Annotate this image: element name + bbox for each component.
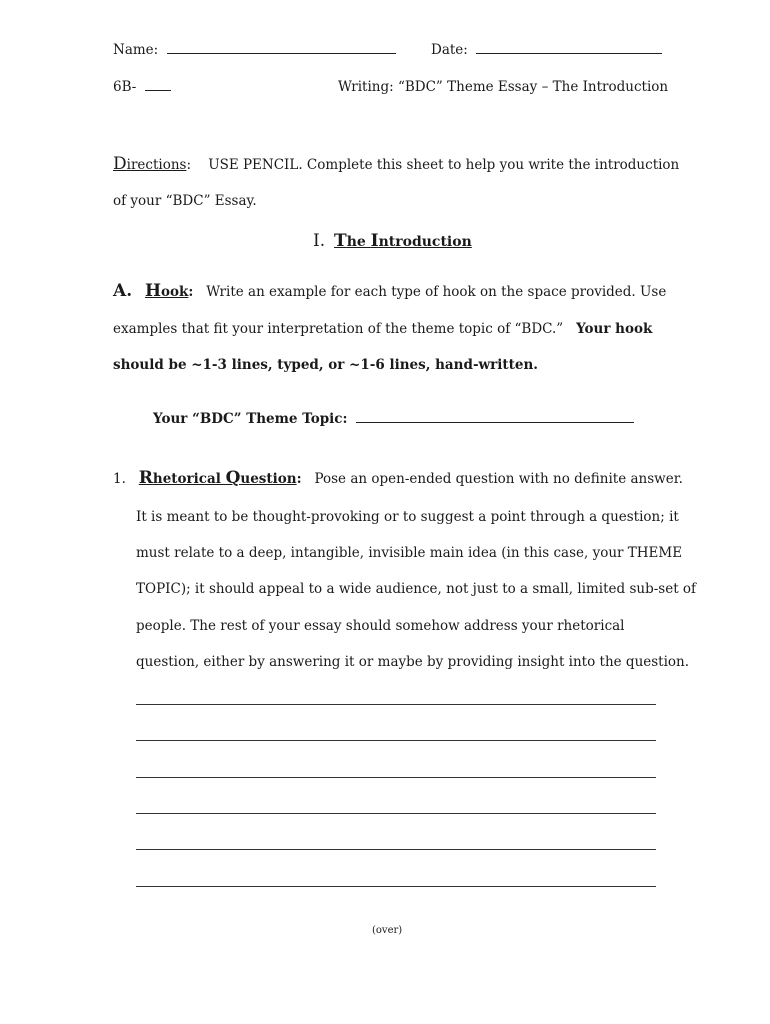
directions-line-1: Directions: USE PENCIL. Complete this sheet to help you write the introduction [113,154,680,174]
item1-text-6: question, either by answering it or maybe by providing insight into the question. [136,654,690,670]
name-blank[interactable] [167,52,396,54]
section-numeral: I. [313,231,326,251]
hook-line-2: examples that fit your interpretation of the theme topic of “BDC.” Your hook [113,321,653,337]
item1-line-1: 1. Rhetorical Question: Pose an open-ended question with no definite answer. [113,468,683,488]
item1-label: Rhetorical Question [138,468,297,488]
item1-text-5: people. The rest of your essay should somehow address your rhetorical [136,618,625,634]
answer-line-3[interactable] [136,777,656,778]
hook-line-3: should be ~1-3 lines, typed, or ~1-6 lines, hand-written. [113,357,538,373]
directions-text-2: of your “BDC” Essay. [113,193,257,209]
theme-topic-blank[interactable] [356,421,634,423]
directions-label: Directions [113,154,187,174]
class-blank[interactable] [145,89,171,91]
item1-text-4: TOPIC); it should appeal to a wide audience, not just to a small, limited sub-set of [136,581,697,597]
answer-line-2[interactable] [136,740,656,741]
class-row [113,78,171,96]
assignment-title: Writing: “BDC” Theme Essay – The Introduction [338,79,669,95]
theme-topic-label: Your “BDC” Theme Topic: [153,411,348,427]
section-title-text: The Introduction [334,231,472,251]
class-label: 6B- [113,79,137,95]
directions-text-1: USE PENCIL. Complete this sheet to help you write the introduction [208,157,680,173]
section-title [313,231,472,251]
date-row [431,41,662,59]
hook-line-1: A. Hook: Write an example for each type of hook on the space provided. Use [113,281,667,301]
footer-over: (over) [372,925,403,936]
date-label: Date: [431,42,468,58]
date-blank[interactable] [476,52,662,54]
answer-line-4[interactable] [136,813,656,814]
name-row [113,41,396,59]
theme-topic-row [153,410,634,428]
answer-line-5[interactable] [136,849,656,850]
name-label: Name: [113,42,159,58]
item1-text-3: must relate to a deep, intangible, invisible main idea (in this case, your THEME [136,545,683,561]
hook-text-1: Write an example for each type of hook on the space provided. Use [206,284,667,300]
hook-label: Hook [144,281,189,301]
item1-number: 1. [113,471,126,487]
item1-text-2: It is meant to be thought-provoking or to suggest a point through a question; it [136,509,679,525]
hook-letter: A. [113,281,133,301]
answer-line-1[interactable] [136,704,656,705]
item1-text-1: Pose an open-ended question with no definite answer. [314,471,683,487]
answer-line-6[interactable] [136,886,656,887]
